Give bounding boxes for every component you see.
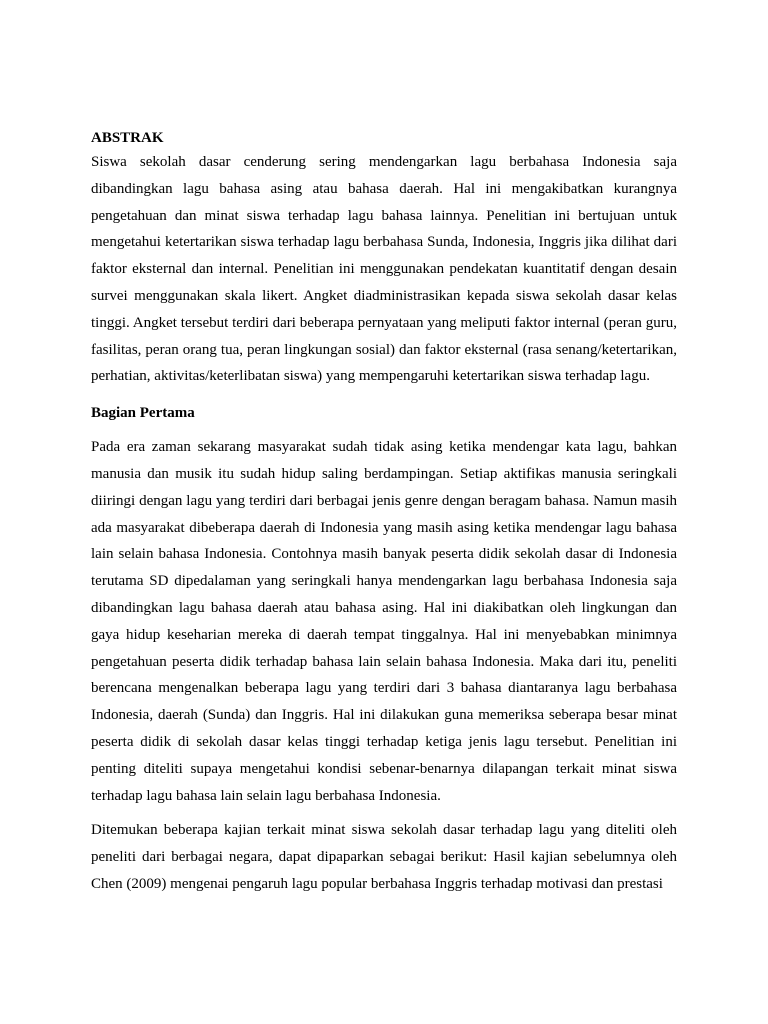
abstract-heading: ABSTRAK — [91, 130, 164, 146]
section-paragraph-1: Pada era zaman sekarang masyarakat sudah tidak asing ketika mendengar kata lagu, bahkan manusia dan musik itu sudah hidup saling berdampingan. Setiap aktifikas manusia seringkali diiringi dengan lagu yang terdiri dari berbagai jenis genre dengan beragam bahasa. Namun masih ada masyarakat dibeberapa daerah di Indonesia yang masih asing ketika mendengar lagu bahasa lain selain bahasa Indonesia. Contohnya masih banyak peserta didik sekolah dasar di Indonesia terutama SD dipedalaman yang seringkali hanya mendengarkan lagu berbahasa Indonesia saja dibandingkan lagu bahasa daerah atau bahasa asing. Hal ini diakibatkan oleh lingkungan dan gaya hidup keseharian mereka di daerah tempat tinggalnya. Hal ini menyebabkan minimnya pengetahuan peserta didik terhadap bahasa lain selain bahasa Indonesia. Maka dari itu, peneliti berencana mengenalkan beberapa lagu yang terdiri dari 3 bahasa diantaranya lagu berbahasa Indonesia, daerah (Sunda) dan Inggris. Hal ini dilakukan guna memeriksa seberapa besar minat peserta didik di sekolah dasar kelas tinggi terhadap ketiga jenis lagu tersebut. Penelitian ini penting diteliti supaya mengetahui kondisi sebenar-benarnya dilapangan terkait minat siswa terhadap lagu bahasa lain selain lagu berbahasa Indonesia. — [91, 439, 677, 804]
abstract-text: Siswa sekolah dasar cenderung sering mendengarkan lagu berbahasa Indonesia saja dibandingkan lagu bahasa asing atau bahasa daerah. Hal ini mengakibatkan kurangnya pengetahuan dan minat siswa terhadap lagu bahasa lainnya. Penelitian ini bertujuan untuk mengetahui ketertarikan siswa terhadap lagu berbahasa Sunda, Indonesia, Inggris jika dilihat dari faktor eksternal dan internal. Penelitian ini menggunakan pendekatan kuantitatif dengan desain survei menggunakan skala likert. Angket diadministrasikan kepada siswa sekolah dasar kelas tinggi. Angket tersebut terdiri dari beberapa pernyataan yang meliputi faktor internal (peran guru, fasilitas, peran orang tua, peran lingkungan sosial) dan faktor eksternal (rasa senang/ketertarikan, perhatian, aktivitas/keterlibatan siswa) yang mempengaruhi ketertarikan siswa terhadap lagu. — [91, 154, 677, 385]
section-paragraph-2: Ditemukan beberapa kajian terkait minat siswa sekolah dasar terhadap lagu yang diteliti oleh peneliti dari berbagai negara, dapat dipaparkan sebagai berikut: Hasil kajian sebelumnya oleh Chen (2009) mengenai pengaruh lagu popular berbahasa Inggris terhadap motivasi dan prestasi — [91, 822, 677, 892]
section-heading: Bagian Pertama — [91, 405, 195, 422]
document-page — [91, 127, 677, 898]
